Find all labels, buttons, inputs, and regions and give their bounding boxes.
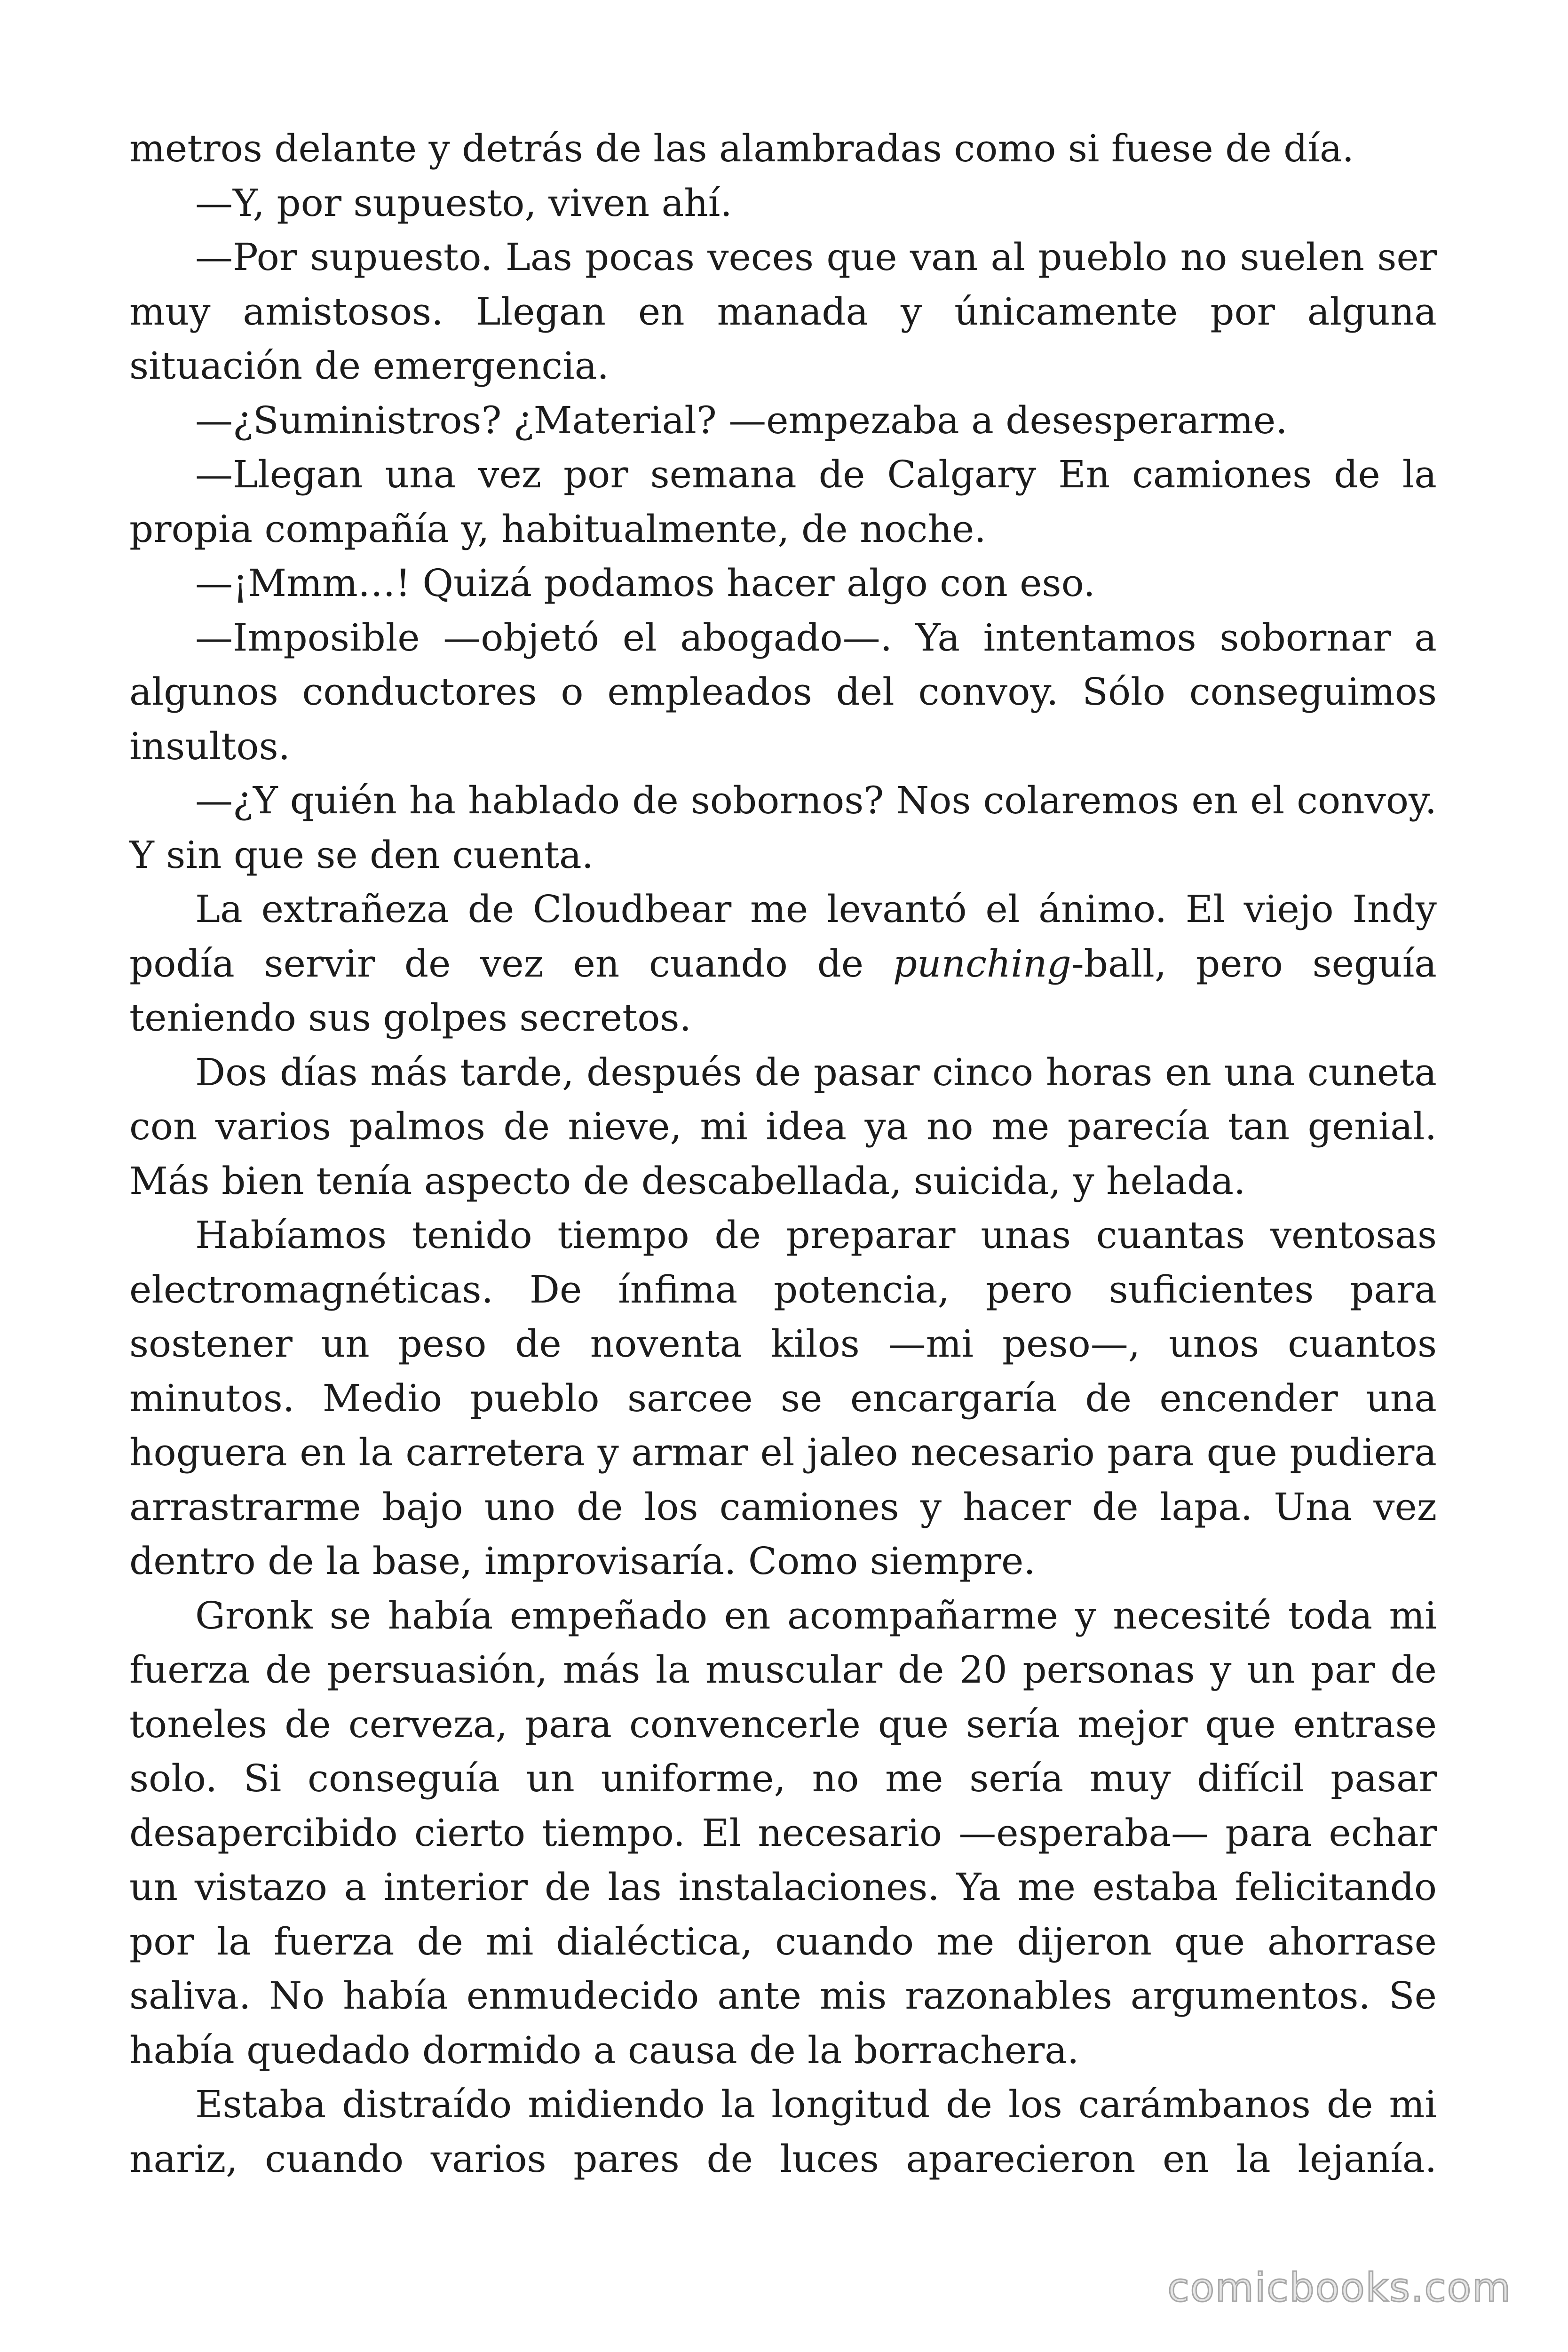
paragraph: Habíamos tenido tiempo de preparar unas cuantas ventosas electromagnéticas. De ínfima potencia, pero suficientes para sostener un peso de noventa kilos —mi peso—, unos cuantos minutos. Medio pueblo sarcee se encargaría de encender una hoguera en la carretera y armar el jaleo necesario para que pudiera arrastrarme bajo uno de los camiones y hacer de lapa. Una vez dentro de la base, improvisaría. Como siempre.	[129, 1213, 1437, 1583]
paragraph: Estaba distraído midiendo la longitud de los carámbanos de mi nariz, cuando varios pares de luces aparecieron en la lejanía.	[129, 2082, 1437, 2181]
paragraph-text: La extrañeza de Cloudbear me levantó el ánimo. El viejo Indy podía servir de vez en cuando de	[129, 887, 1437, 985]
paragraph: —Llegan una vez por semana de Calgary En camiones de la propia compañía y, habitualmente, de noche.	[129, 453, 1437, 551]
paragraph: —Imposible —objetó el abogado—. Ya intentamos sobornar a algunos conductores o empleados del convoy. Sólo conseguimos insultos.	[129, 615, 1437, 768]
italic-term: punching	[893, 941, 1071, 985]
paragraph: —Y, por supuesto, viven ahí.	[195, 181, 732, 225]
paragraph	[129, 882, 1437, 1045]
paragraph: Dos días más tarde, después de pasar cinco horas en una cuneta con varios palmos de nieve, mi idea ya no me parecía tan genial. Más bien tenía aspecto de descabellada, suicida, y helada.	[129, 1050, 1437, 1203]
paragraph: metros delante y detrás de las alambradas como si fuese de día.	[129, 127, 1354, 170]
paragraph: Gronk se había empeñado en acompañarme y necesité toda mi fuerza de persuasión, más la muscular de 20 personas y un par de toneles de cerveza, para convencerle que sería mejor que entrase solo. Si conseguía un uniforme, no me sería muy difícil pasar desapercibido cierto tiempo. El necesario —esperaba— para echar un vistazo a interior de las instalaciones. Ya me estaba felicitando por la fuerza de mi dialéctica, cuando me dijeron que ahorrase saliva. No había enmudecido ante mis razonables argumentos. Se había quedado dormido a causa de la borrachera.	[129, 1593, 1437, 2072]
paragraph: —¡Mmm…! Quizá podamos hacer algo con eso.	[195, 561, 1095, 605]
paragraph-text: -ball, pero seguía teniendo sus golpes secretos.	[129, 941, 1437, 1040]
body-text	[129, 121, 1437, 2186]
paragraph: —¿Y quién ha hablado de sobornos? Nos colaremos en el convoy. Y sin que se den cuenta.	[129, 779, 1437, 877]
paragraph: —Por supuesto. Las pocas veces que van al pueblo no suelen ser muy amistosos. Llegan en manada y únicamente por alguna situación de emergencia.	[129, 235, 1437, 388]
watermark: comicbooks.com	[1167, 2265, 1512, 2311]
paragraph: —¿Suministros? ¿Material? —empezaba a desesperarme.	[195, 398, 1288, 442]
